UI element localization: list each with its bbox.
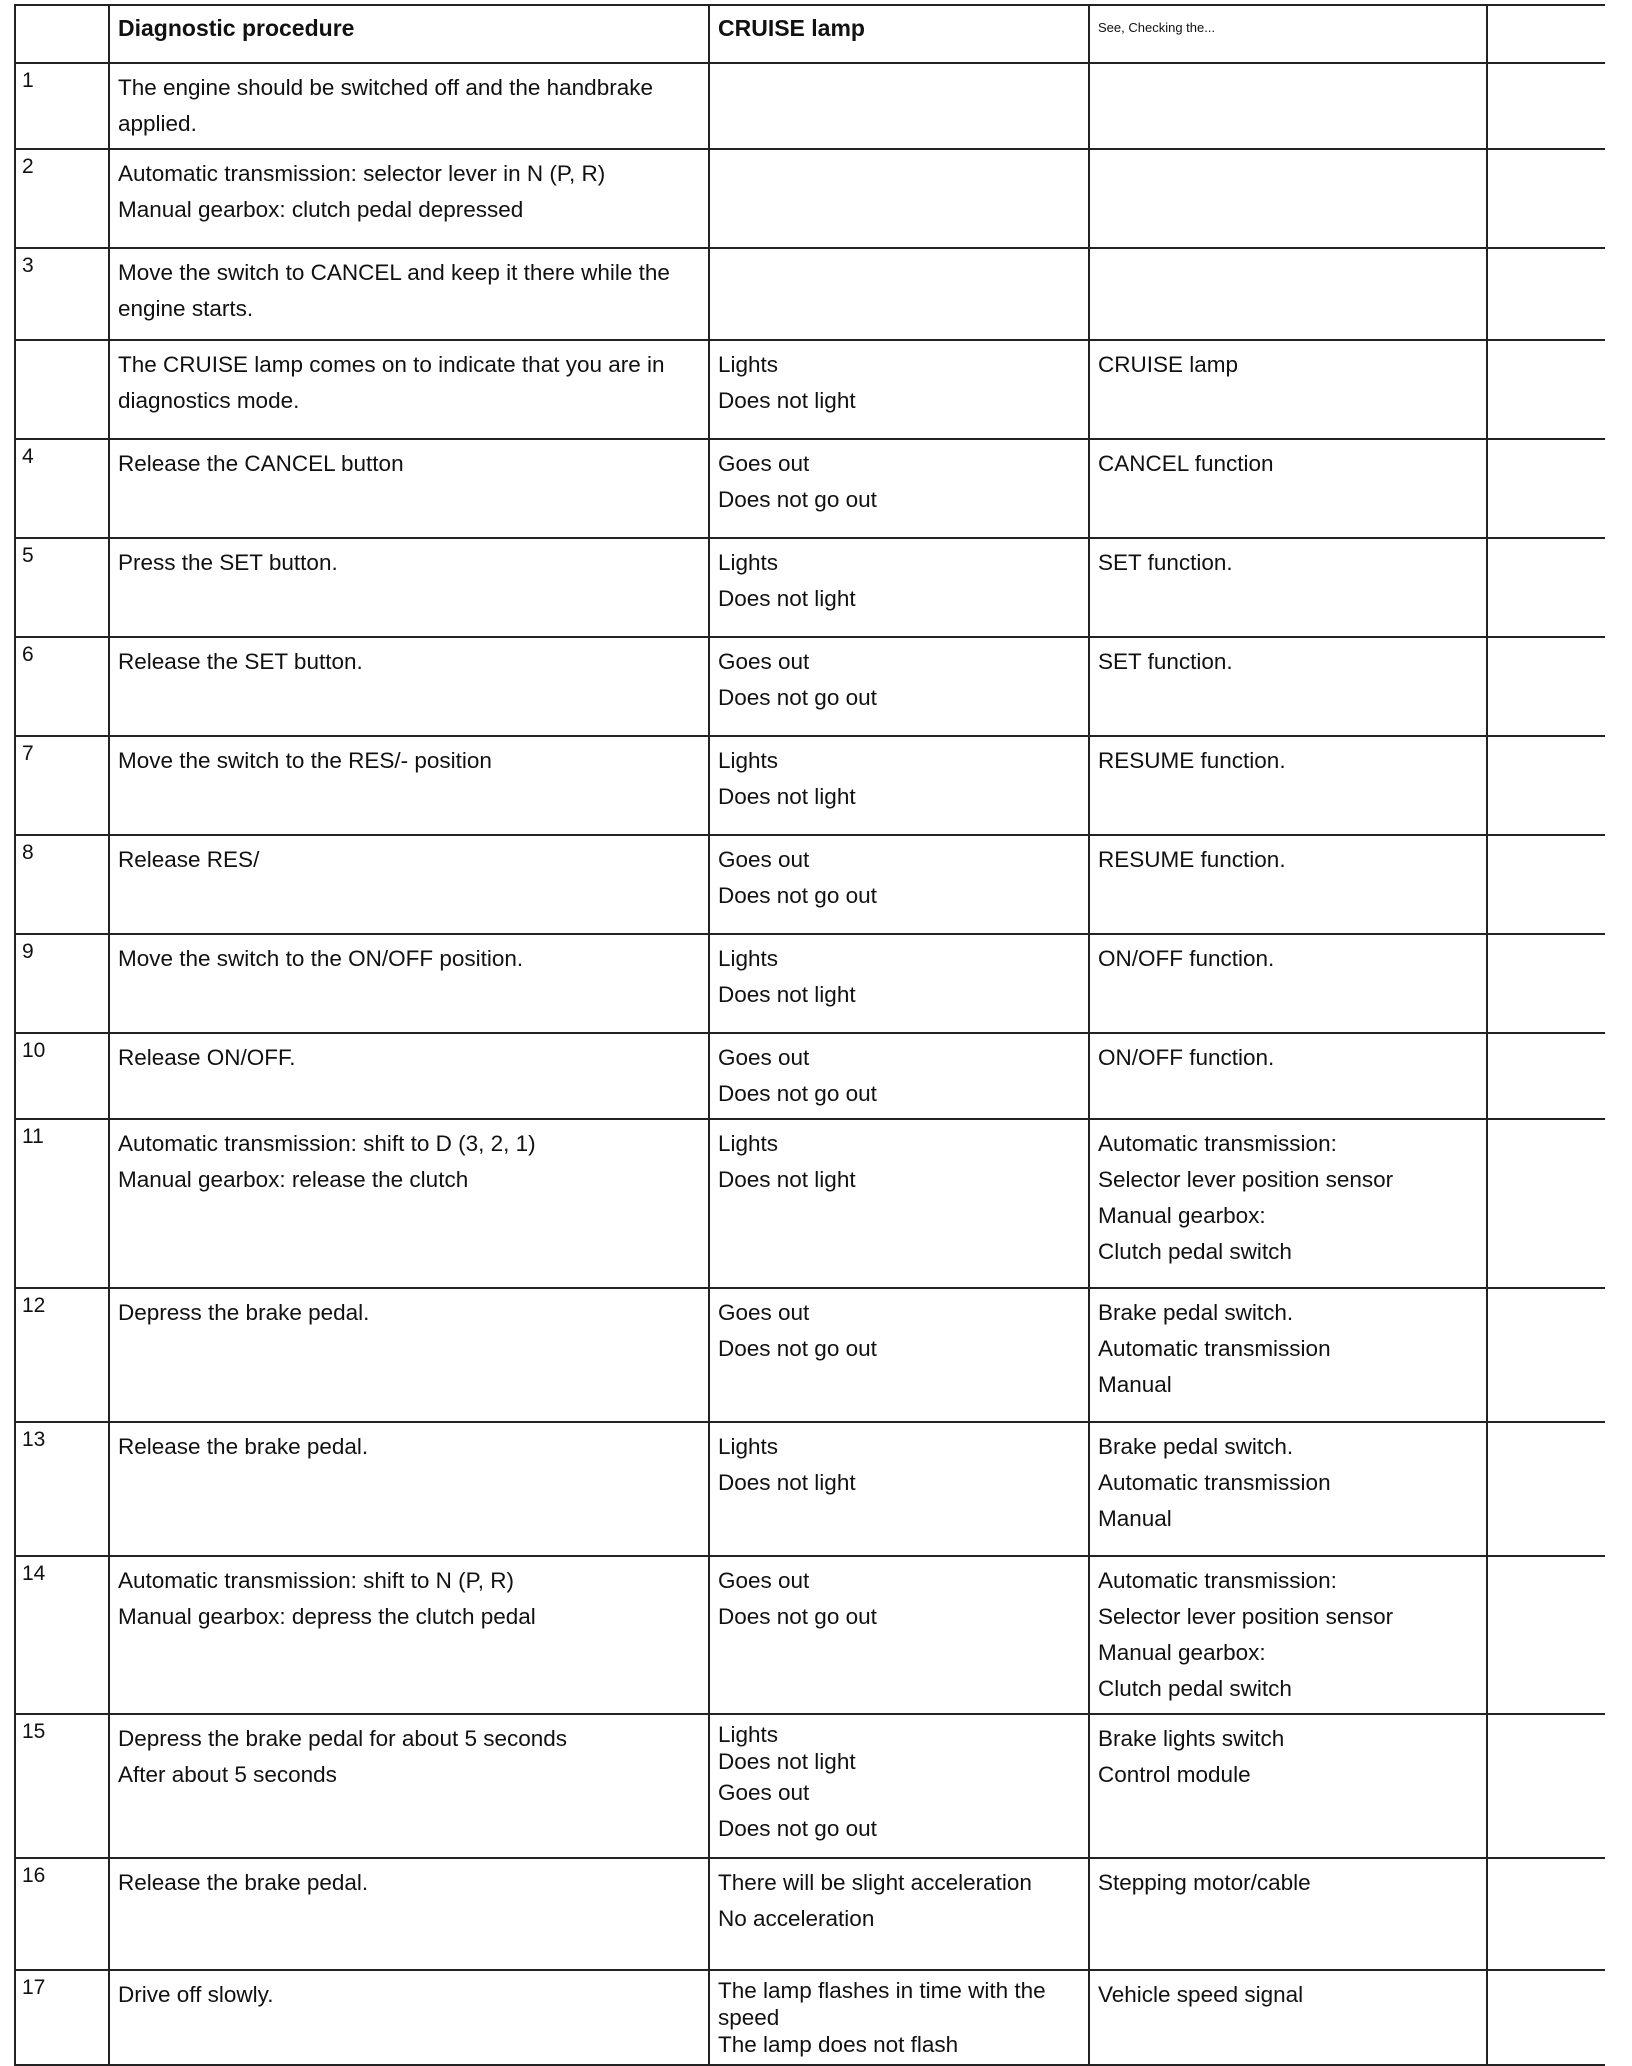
table-row [15,1119,1605,1288]
table-row [15,1858,1605,1970]
see-checking-cell [1089,63,1487,149]
cruise-lamp-result-line: Lights [718,1434,779,1459]
cruise-lamp-result-line: Goes out [718,1045,810,1070]
blank-cell [1487,736,1605,835]
blank-cell [1487,63,1605,149]
cruise-lamp-result-line: Lights [718,352,779,377]
table-row [15,439,1605,538]
see-checking-cell [1089,736,1487,835]
procedure-line: Release the brake pedal. [118,1870,369,1895]
header-blank [1487,5,1605,63]
see-checking-line: Automatic transmission: [1098,1568,1337,1593]
step-number-cell: 10 [15,1033,109,1119]
cruise-lamp-result-line: Does not light [718,1167,856,1192]
cruise-lamp-result-cell [709,1714,1089,1858]
see-checking-line: Selector lever position sensor [1098,1167,1394,1192]
procedure-line: Move the switch to the ON/OFF position. [118,946,524,971]
cruise-lamp-result-line: Goes out [718,847,810,872]
table-row [15,1970,1605,2065]
see-checking-cell [1089,835,1487,934]
blank-cell [1487,1033,1605,1119]
see-checking-cell [1089,1970,1487,2065]
table-row [15,149,1605,248]
procedure-cell [109,1119,709,1288]
see-checking-line: Automatic transmission [1098,1470,1331,1495]
cruise-lamp-result-cell [709,439,1089,538]
see-checking-line: Selector lever position sensor [1098,1604,1394,1629]
blank-cell [1487,149,1605,248]
procedure-cell [109,248,709,340]
procedure-line: The CRUISE lamp comes on to indicate that you are in diagnostics mode. [118,352,665,413]
see-checking-line: CANCEL function [1098,451,1274,476]
procedure-cell [109,439,709,538]
cruise-lamp-result-line: Does not light [718,982,856,1007]
step-number-cell: 2 [15,149,109,248]
table-row [15,1033,1605,1119]
procedure-cell [109,1288,709,1422]
see-checking-line: Clutch pedal switch [1098,1239,1292,1264]
cruise-lamp-result-line: Does not go out [718,1081,877,1106]
procedure-cell [109,1714,709,1858]
procedure-line: The engine should be switched off and the handbrake applied. [118,75,653,136]
cruise-lamp-result-line: Lights [718,1722,779,1747]
procedure-cell [109,835,709,934]
see-checking-line: SET function. [1098,649,1233,674]
procedure-line: After about 5 seconds [118,1762,337,1787]
step-number-cell: 1 [15,63,109,149]
procedure-line: Depress the brake pedal. [118,1300,370,1325]
cruise-lamp-result-line: Does not go out [718,1816,877,1841]
see-checking-line: ON/OFF function. [1098,946,1275,971]
step-number-cell: 15 [15,1714,109,1858]
step-number-cell [15,340,109,439]
cruise-lamp-result-line: Goes out [718,1780,810,1805]
see-checking-line: Clutch pedal switch [1098,1676,1292,1701]
procedure-line: Release RES/ [118,847,260,872]
header-see-checking: See, Checking the... [1089,5,1487,63]
cruise-lamp-result-cell [709,1119,1089,1288]
see-checking-cell [1089,1714,1487,1858]
procedure-line: Manual gearbox: clutch pedal depressed [118,197,524,222]
table-row [15,835,1605,934]
step-number-cell: 14 [15,1556,109,1714]
see-checking-cell [1089,248,1487,340]
procedure-cell [109,934,709,1033]
see-checking-cell [1089,1119,1487,1288]
procedure-line: Release the SET button. [118,649,363,674]
cruise-lamp-result-line: Does not light [718,1749,856,1774]
procedure-cell [109,1858,709,1970]
diagnostic-sheet [14,4,1604,2057]
see-checking-line: Stepping motor/cable [1098,1870,1311,1895]
procedure-line: Depress the brake pedal for about 5 seconds [118,1726,568,1751]
blank-cell [1487,1422,1605,1556]
table-row [15,637,1605,736]
table-row [15,340,1605,439]
see-checking-cell [1089,934,1487,1033]
header-step-number [15,5,109,63]
table-row [15,736,1605,835]
cruise-lamp-result-line: Does not light [718,388,856,413]
cruise-lamp-result-cell [709,538,1089,637]
blank-cell [1487,1858,1605,1970]
cruise-lamp-result-cell [709,1422,1089,1556]
see-checking-line: Control module [1098,1762,1251,1787]
procedure-cell [109,736,709,835]
blank-cell [1487,1288,1605,1422]
see-checking-line: Manual [1098,1372,1172,1397]
blank-cell [1487,439,1605,538]
step-number-cell: 3 [15,248,109,340]
step-number-cell: 5 [15,538,109,637]
step-number-cell: 4 [15,439,109,538]
see-checking-cell [1089,637,1487,736]
table-row [15,1714,1605,1858]
cruise-lamp-result-line: Goes out [718,649,810,674]
procedure-cell [109,538,709,637]
see-checking-cell [1089,340,1487,439]
cruise-lamp-result-line: Lights [718,1131,779,1156]
blank-cell [1487,248,1605,340]
cruise-lamp-result-line: Lights [718,550,779,575]
procedure-line: Automatic transmission: shift to D (3, 2, 1) [118,1131,536,1156]
step-number-cell: 7 [15,736,109,835]
see-checking-line: CRUISE lamp [1098,352,1239,377]
procedure-cell [109,1556,709,1714]
procedure-cell [109,63,709,149]
cruise-lamp-result-line: Does not light [718,784,856,809]
cruise-lamp-result-cell [709,248,1089,340]
see-checking-cell [1089,538,1487,637]
cruise-lamp-result-line: The lamp flashes in time with the speed [718,1978,1046,2030]
cruise-lamp-result-cell [709,340,1089,439]
step-number-cell: 13 [15,1422,109,1556]
see-checking-line: RESUME function. [1098,847,1286,872]
see-checking-cell [1089,1033,1487,1119]
cruise-lamp-result-cell [709,637,1089,736]
step-number-cell: 11 [15,1119,109,1288]
cruise-lamp-result-line: There will be slight acceleration [718,1870,1032,1895]
see-checking-line: Brake lights switch [1098,1726,1285,1751]
header-diagnostic-procedure: Diagnostic procedure [109,5,709,63]
cruise-lamp-result-line: Does not go out [718,1336,877,1361]
step-number-cell: 6 [15,637,109,736]
procedure-cell [109,1033,709,1119]
cruise-lamp-result-line: Does not go out [718,1604,877,1629]
see-checking-line: RESUME function. [1098,748,1286,773]
cruise-lamp-result-cell [709,1970,1089,2065]
table-row [15,538,1605,637]
cruise-lamp-result-line: Goes out [718,1568,810,1593]
diagnostic-table [14,4,1605,2066]
procedure-line: Automatic transmission: shift to N (P, R) [118,1568,514,1593]
table-row [15,934,1605,1033]
procedure-line: Release the brake pedal. [118,1434,369,1459]
table-row [15,1288,1605,1422]
table-row [15,1556,1605,1714]
see-checking-line: Automatic transmission: [1098,1131,1337,1156]
step-number-cell: 17 [15,1970,109,2065]
see-checking-line: ON/OFF function. [1098,1045,1275,1070]
cruise-lamp-result-line: Goes out [718,451,810,476]
procedure-cell [109,340,709,439]
blank-cell [1487,934,1605,1033]
cruise-lamp-result-cell [709,934,1089,1033]
cruise-lamp-result-line: Does not go out [718,685,877,710]
cruise-lamp-result-cell [709,1288,1089,1422]
procedure-line: Move the switch to the RES/- position [118,748,492,773]
cruise-lamp-result-cell [709,1556,1089,1714]
cruise-lamp-result-line: Does not light [718,1470,856,1495]
procedure-line: Automatic transmission: selector lever in N (P, R) [118,161,606,186]
see-checking-cell [1089,149,1487,248]
see-checking-cell [1089,439,1487,538]
step-number-cell: 8 [15,835,109,934]
see-checking-cell [1089,1556,1487,1714]
blank-cell [1487,1714,1605,1858]
table-row [15,63,1605,149]
see-checking-line: Brake pedal switch. [1098,1434,1294,1459]
cruise-lamp-result-cell [709,149,1089,248]
procedure-line: Release the CANCEL button [118,451,404,476]
cruise-lamp-result-line: Lights [718,748,779,773]
cruise-lamp-result-line: Goes out [718,1300,810,1325]
cruise-lamp-result-cell [709,63,1089,149]
blank-cell [1487,637,1605,736]
procedure-cell [109,1422,709,1556]
procedure-cell [109,1970,709,2065]
cruise-lamp-result-cell [709,1858,1089,1970]
see-checking-line: Brake pedal switch. [1098,1300,1294,1325]
procedure-cell [109,149,709,248]
cruise-lamp-result-line: Lights [718,946,779,971]
step-number-cell: 12 [15,1288,109,1422]
see-checking-line: SET function. [1098,550,1233,575]
cruise-lamp-result-cell [709,1033,1089,1119]
procedure-cell [109,637,709,736]
cruise-lamp-result-line: Does not light [718,586,856,611]
cruise-lamp-result-line: The lamp does not flash [718,2032,959,2057]
table-row [15,1422,1605,1556]
procedure-line: Move the switch to CANCEL and keep it there while the engine starts. [118,260,670,321]
see-checking-line: Vehicle speed signal [1098,1982,1304,2007]
procedure-line: Drive off slowly. [118,1982,274,2007]
see-checking-line: Manual gearbox: [1098,1640,1266,1665]
blank-cell [1487,340,1605,439]
header-cruise-lamp: CRUISE lamp [709,5,1089,63]
procedure-line: Release ON/OFF. [118,1045,296,1070]
table-row [15,248,1605,340]
procedure-line: Manual gearbox: release the clutch [118,1167,469,1192]
procedure-line: Manual gearbox: depress the clutch pedal [118,1604,536,1629]
cruise-lamp-result-line: No acceleration [718,1906,875,1931]
blank-cell [1487,835,1605,934]
cruise-lamp-result-line: Does not go out [718,883,877,908]
see-checking-line: Manual [1098,1506,1172,1531]
see-checking-line: Manual gearbox: [1098,1203,1266,1228]
see-checking-cell [1089,1858,1487,1970]
see-checking-cell [1089,1422,1487,1556]
see-checking-cell [1089,1288,1487,1422]
procedure-line: Press the SET button. [118,550,338,575]
step-number-cell: 9 [15,934,109,1033]
blank-cell [1487,1556,1605,1714]
blank-cell [1487,1119,1605,1288]
step-number-cell: 16 [15,1858,109,1970]
cruise-lamp-result-cell [709,736,1089,835]
see-checking-line: Automatic transmission [1098,1336,1331,1361]
cruise-lamp-result-cell [709,835,1089,934]
blank-cell [1487,1970,1605,2065]
blank-cell [1487,538,1605,637]
cruise-lamp-result-line: Does not go out [718,487,877,512]
table-header-row [15,5,1605,63]
